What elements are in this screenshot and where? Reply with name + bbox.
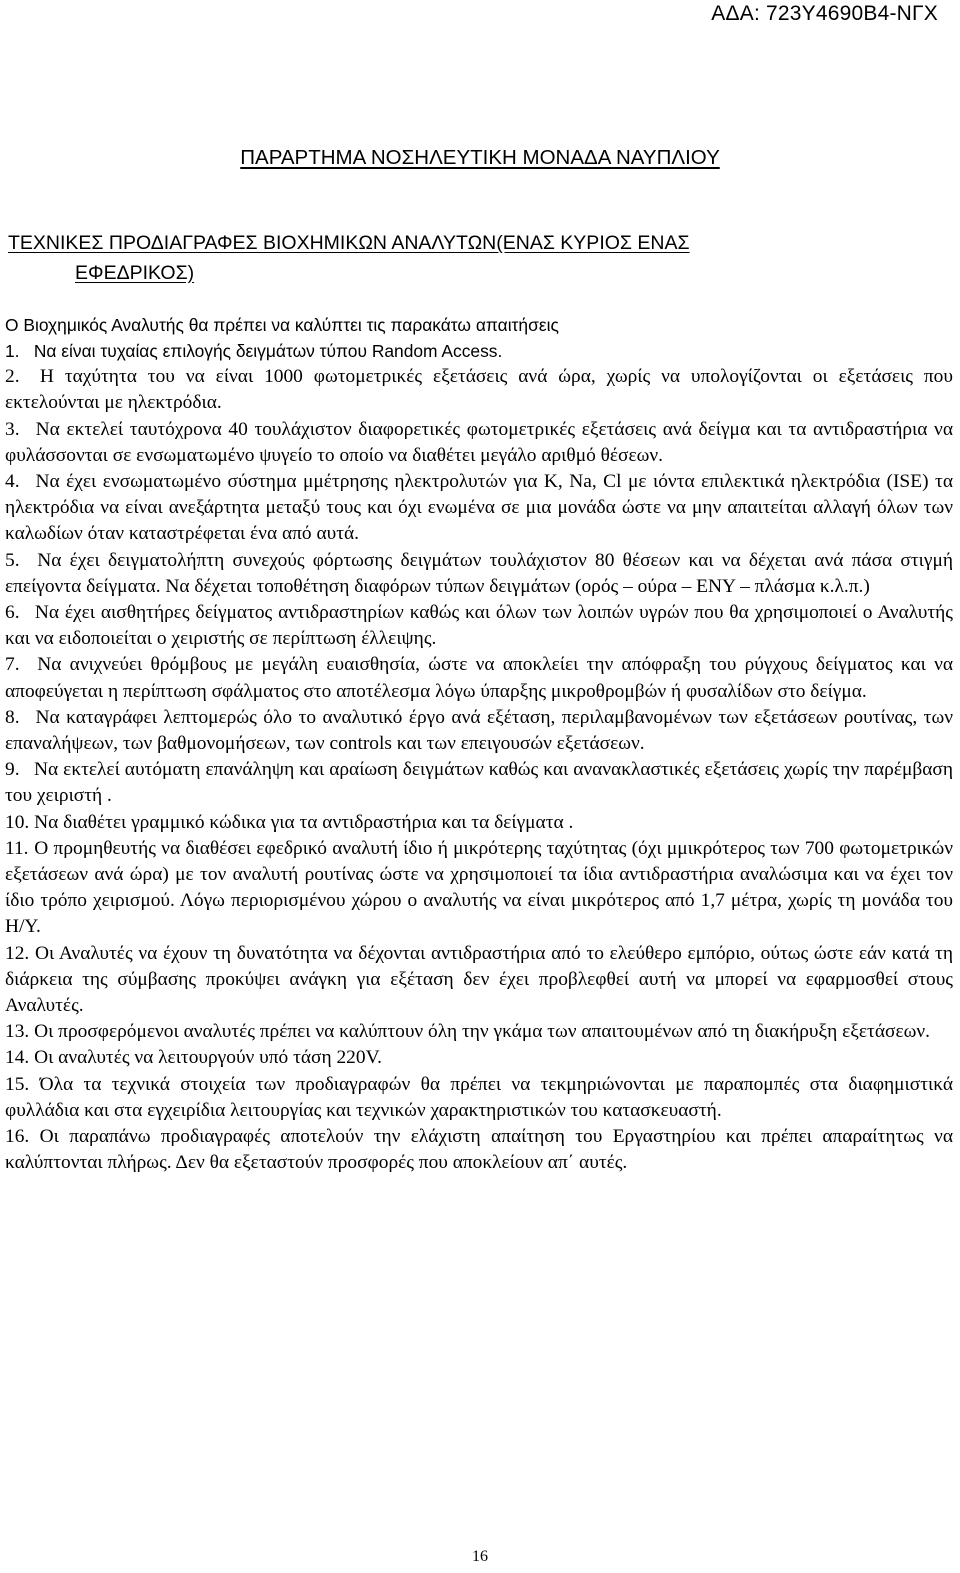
requirement-item <box>5 705 953 757</box>
document-subtitle <box>8 228 908 288</box>
requirement-text: Να καταγράφει λεπτομερώς όλο το αναλυτικό έργο ανά εξέταση, περιλαμβανομένων των εξετάσεων ρουτίνας, των επαναλήψεων, των βαθμονομήσεων, των controls και των επειγουσών εξετάσεων. <box>5 706 953 755</box>
intro-text: Ο Βιοχημικός Αναλυτής θα πρέπει να καλύπτει τις παρακάτω απαιτήσεις <box>5 315 559 335</box>
requirement-text: Να εκτελεί αυτόματη επανάληψη και αραίωση δειγμάτων καθώς και ανανακλαστικές εξετάσεις χωρίς την παρέμβαση του χειριστή . <box>5 759 953 807</box>
requirement-text: Να ανιχνεύει θρόμβους με μεγάλη ευαισθησία, ώστε να αποκλείει την απόφραξη του ρύγχους δείγματος και να αποφεύγεται η περίπτωση σφάλματος στο αποτέλεσμα λόγω ύπαρξης μικροθρομβών ή φυσαλίδων στο δείγμα. <box>5 654 953 702</box>
requirement-number: 16. <box>5 1126 30 1148</box>
requirement-item <box>5 836 953 941</box>
requirement-number: 8. <box>5 706 20 728</box>
requirement-text: Όλα τα τεχνικά στοιχεία των προδιαγραφών θα πρέπει να τεκμηριώνονται με παραπομπές στα διαφημιστικά φυλλάδια και στα εγχειρίδια λειτουργίας και τεχνικών χαρακτηριστικών του κατασκευαστή. <box>5 1073 953 1121</box>
requirement-number: 12. <box>5 942 30 964</box>
requirement-number: 14. <box>5 1047 30 1069</box>
requirement-item <box>5 364 953 416</box>
requirement-number: 1. <box>5 341 20 361</box>
requirement-text: Να έχει ενσωματωμένο σύστημα μμέτρησης ηλεκτρολυτών για K, Na, Cl με ιόντα επιλεκτικά ηλεκτρόδια (ISE) τα ηλεκτρόδια να είναι ανεξάρτητα μεταξύ τους και όχι ενωμένα σε μια μονάδα ώστε να μην απαιτείται αλλαγή όλων των καλωδίων όταν καταστρέφεται ένα από αυτά. <box>5 471 953 545</box>
requirement-item <box>5 1072 953 1124</box>
requirement-text: Να εκτελεί ταυτόχρονα 40 τουλάχιστον διαφορετικές φωτομετρικές εξετάσεις ανά δείγμα και τα αντιδραστήρια να φυλάσσονται σε ενσωματωμένο ψυγείο το οποίο να διαθέτει μεγάλο αριθμό θέσεων. <box>5 418 953 466</box>
requirement-number: 7. <box>5 654 20 676</box>
requirement-number: 9. <box>5 759 20 781</box>
requirement-item <box>5 548 953 600</box>
requirement-number: 5. <box>5 549 20 571</box>
subtitle-line-1: ΤΕΧΝΙΚΕΣ ΠΡΟΔΙΑΓΡΑΦΕΣ ΒΙΟΧΗΜΙΚΩΝ ΑΝΑΛΥΤΩΝ(ΕΝΑΣ ΚΥΡΙΟΣ ΕΝΑΣ <box>8 232 690 254</box>
requirement-text: Η ταχύτητα του να είναι 1000 φωτομετρικές εξετάσεις ανά ώρα, χωρίς να υπολογίζονται οι εξετάσεις που εκτελούνται με ηλεκτρόδια. <box>5 366 953 414</box>
page-title: ΠΑΡΑΡΤΗΜΑ ΝΟΣΗΛΕΥΤΙΚΗ ΜΟΝΑΔΑ ΝΑΥΠΛΙΟΥ <box>240 146 720 169</box>
requirement-item <box>5 1019 953 1045</box>
ada-code: ΑΔΑ: 723Υ4690Β4-ΝΓΧ <box>711 2 938 25</box>
requirement-text: Οι παραπάνω προδιαγραφές αποτελούν την ελάχιστη απαίτηση του Εργαστηρίου και πρέπει απαραίτητως να καλύπτονται πλήρως. Δεν θα εξεταστούν προσφορές που αποκλείουν απ΄ αυτές. <box>5 1126 953 1174</box>
requirement-text: Να είναι τυχαίας επιλογής δειγμάτων τύπου Random Access. <box>33 341 503 361</box>
requirement-item <box>5 338 953 364</box>
requirement-item <box>5 1045 953 1071</box>
requirement-number: 4. <box>5 471 20 493</box>
requirement-number: 15. <box>5 1073 30 1095</box>
requirements-list <box>5 338 953 1177</box>
requirement-number: 11. <box>5 837 29 859</box>
requirement-text: Οι αναλυτές να λειτουργούν υπό τάση 220V. <box>34 1047 382 1069</box>
requirement-number: 10. <box>5 811 30 833</box>
requirement-text: Ο προμηθευτής να διαθέσει εφεδρικό αναλυτή ίδιο ή μικρότερης ταχύτητας (όχι μμικρότερος των 700 φωτομετρικών εξετάσεων ανά ώρα) με τον αναλυτή ρουτίνας ώστε να χρησιμοποιεί τα ίδια αντιδραστήρια αναλώσιμα και να έχει τον ίδιο τρόπο χειρισμού. Λόγω περιορισμένου χώρου ο αναλυτής να είναι μικρότερος από 1,7 μέτρα, χωρίς τη μονάδα του Η/Υ. <box>5 837 953 938</box>
requirement-number: 13. <box>5 1021 30 1043</box>
requirement-item <box>5 417 953 469</box>
requirement-item <box>5 600 953 652</box>
page-number: 16 <box>472 1548 488 1565</box>
requirement-text: Να έχει αισθητήρες δείγματος αντιδραστηρίων καθώς και όλων των λοιπών υγρών που θα χρησιμοποιεί ο Αναλυτής και να ειδοποιείται ο χειριστής σε περίπτωση έλλειψης. <box>5 602 953 650</box>
requirement-number: 2. <box>5 366 20 388</box>
requirement-item <box>5 941 953 1020</box>
requirement-text: Οι Αναλυτές να έχουν τη δυνατότητα να δέχονται αντιδραστήρια από το ελεύθερο εμπόριο, ούτως ώστε εάν κατά τη διάρκεια της σύμβασης προκύψει ανάγκη για εξέταση δεν έχει προβλεφθεί αυτή να μπορεί να εφαρμοσθεί στους Αναλυτές. <box>5 942 953 1017</box>
requirement-item <box>5 1124 953 1176</box>
requirement-number: 6. <box>5 602 20 624</box>
requirement-item <box>5 757 953 809</box>
requirement-number: 3. <box>5 418 20 440</box>
requirement-item <box>5 652 953 704</box>
requirement-item <box>5 469 953 548</box>
requirement-text: Οι προσφερόμενοι αναλυτές πρέπει να καλύπτουν όλη την γκάμα των απαιτουμένων από τη διακήρυξη εξετάσεων. <box>34 1021 930 1043</box>
requirement-text: Να διαθέτει γραμμικό κώδικα για τα αντιδραστήρια και τα δείγματα . <box>34 811 574 833</box>
subtitle-line-2: ΕΦΕΔΡΙΚΟΣ) <box>75 262 195 284</box>
requirement-text: Να έχει δειγματολήπτη συνεχούς φόρτωσης δειγμάτων τουλάχιστον 80 θέσεων και να δέχεται ανά πάσα στιγμή επείγοντα δείγματα. Να δέχεται τοποθέτηση διαφόρων τύπων δειγμάτων (ορός – ούρα – ΕΝΥ – πλάσμα κ.λ.π.) <box>5 549 953 597</box>
requirement-item <box>5 810 953 836</box>
